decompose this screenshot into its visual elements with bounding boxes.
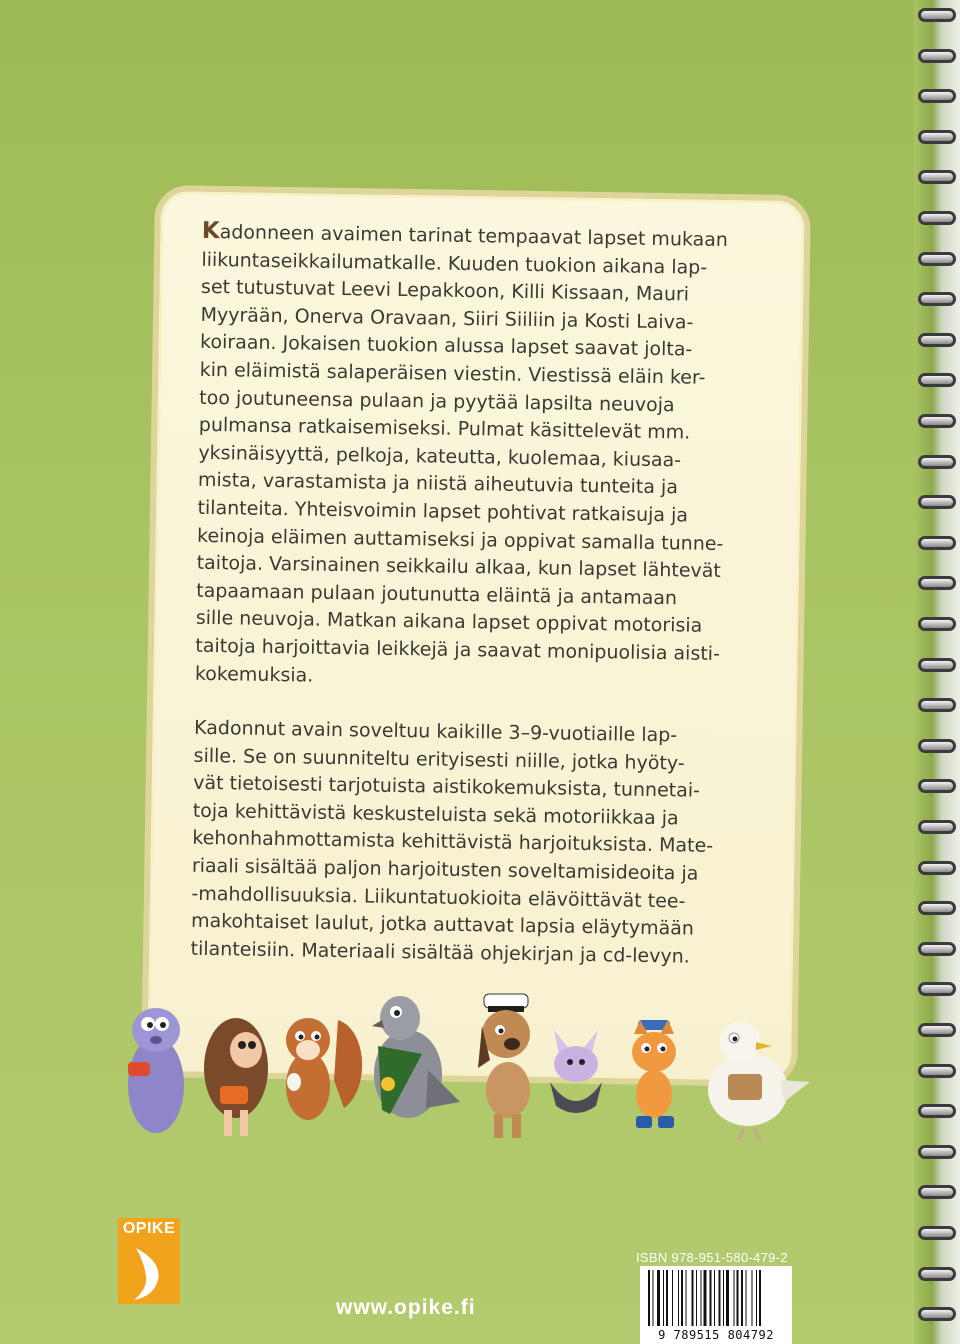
spiral-ring xyxy=(918,211,956,225)
spiral-ring xyxy=(918,576,956,590)
barcode-bar xyxy=(686,1270,687,1326)
barcode-bar xyxy=(666,1270,668,1326)
barcode-bar xyxy=(752,1270,753,1326)
text-line: taitoja. Varsinainen seikkailu alkaa, kun lapset lähtevät xyxy=(196,551,721,583)
barcode-bar xyxy=(653,1270,654,1326)
spiral-ring xyxy=(918,658,956,672)
spiral-ring xyxy=(918,942,956,956)
spiral-ring xyxy=(918,982,956,996)
mole-character xyxy=(128,1008,184,1133)
text-line: kehonhahmottamista kehittävistä harjoituksista. Mate- xyxy=(192,827,714,858)
spiral-ring xyxy=(918,495,956,509)
barcode-bar xyxy=(710,1270,712,1326)
spiral-ring xyxy=(918,455,956,469)
barcode-bar xyxy=(704,1270,707,1326)
squirrel-character xyxy=(286,1018,362,1120)
barcode-bar xyxy=(696,1270,697,1326)
spiral-ring xyxy=(918,1307,956,1321)
barcode-bar xyxy=(678,1270,679,1326)
spiral-ring xyxy=(918,779,956,793)
spiral-ring xyxy=(918,1064,956,1078)
spiral-ring xyxy=(918,1104,956,1118)
barcode-bar xyxy=(746,1270,747,1326)
text-line: too joutuneensa pulaan ja pyytää lapsilta neuvoja xyxy=(199,386,675,416)
text-line: makohtaiset laulut, jotka auttavat lapsia eläytymään xyxy=(190,910,695,940)
spiral-ring xyxy=(918,252,956,266)
barcode-bar xyxy=(719,1270,721,1326)
dove-character xyxy=(708,1022,810,1140)
barcode-digits: 9 789515 804792 xyxy=(658,1328,774,1342)
text-line: Myyrään, Onerva Oravaan, Siiri Siiliin ja Kosti Laiva- xyxy=(200,303,694,334)
spiral-ring xyxy=(918,698,956,712)
spiral-ring xyxy=(918,130,956,144)
text-line: tapaamaan pulaan joutunutta eläintä ja antamaan xyxy=(196,579,678,610)
spiral-ring xyxy=(918,8,956,22)
isbn-barcode xyxy=(640,1266,792,1344)
spiral-ring xyxy=(918,1185,956,1199)
description-paragraph-2 xyxy=(190,715,728,972)
barcode-bar xyxy=(648,1270,650,1326)
description-text xyxy=(190,218,736,999)
text-line: set tutustuvat Leevi Lepakkoon, Killi Kissaan, Mauri xyxy=(200,276,690,306)
barcode-bar xyxy=(737,1270,739,1326)
pigeon-character xyxy=(372,996,460,1118)
text-line: vät tietoisesti tarjotuista aistikokemuksista, tunnetai- xyxy=(193,772,701,803)
bat-character xyxy=(550,1030,602,1113)
text-line: sille neuvoja. Matkan aikana lapset oppivat motorisia xyxy=(195,607,703,638)
spiral-binding xyxy=(914,0,960,1344)
barcode-bar xyxy=(756,1270,757,1326)
text-line: riaali sisältää paljon harjoitusten soveltamisideoita ja xyxy=(191,854,699,885)
barcode-bar xyxy=(701,1270,702,1326)
publisher-logo xyxy=(118,1218,180,1304)
description-paragraph-1 xyxy=(195,218,736,696)
spiral-ring xyxy=(918,617,956,631)
text-line: adonneen avaimen tarinat tempaavat lapset mukaan xyxy=(219,221,729,252)
cat-character xyxy=(632,1020,676,1128)
barcode-bar xyxy=(741,1270,743,1326)
spiral-ring xyxy=(918,1267,956,1281)
spiral-ring xyxy=(918,373,956,387)
spiral-ring xyxy=(918,1023,956,1037)
spiral-ring xyxy=(918,333,956,347)
dropcap: K xyxy=(201,217,220,245)
spiral-ring xyxy=(918,49,956,63)
text-line: toja kehittävistä keskusteluista sekä motoriikkaa ja xyxy=(192,799,679,830)
spiral-ring xyxy=(918,739,956,753)
text-line: -mahdollisuuksia. Liikuntatuokioita elävöittävät tee- xyxy=(191,882,686,913)
isbn-label: ISBN 978-951-580-479-2 xyxy=(636,1250,788,1265)
text-line: mista, varastamista ja niistä aiheutuvia tunteita ja xyxy=(197,469,679,499)
barcode-bar xyxy=(759,1270,761,1326)
barcode-bar xyxy=(734,1270,735,1326)
barcode-bar xyxy=(681,1270,683,1326)
spiral-ring xyxy=(918,1226,956,1240)
barcode-bar xyxy=(692,1270,694,1326)
text-line: keinoja eläimen auttamiseksi ja oppivat samalla tunne- xyxy=(196,524,724,555)
barcode-bar xyxy=(726,1270,729,1326)
barcode-bar xyxy=(714,1270,715,1326)
text-line: kin eläimistä salaperäisen viestin. Viestissä eläin ker- xyxy=(199,358,706,389)
spiral-ring xyxy=(918,414,956,428)
text-line: kokemuksia. xyxy=(194,662,314,687)
logo-text: OPIKE xyxy=(122,1220,176,1237)
spiral-ring xyxy=(918,89,956,103)
barcode-bar xyxy=(663,1270,664,1326)
sailor-dog-character xyxy=(478,994,530,1138)
publisher-website: www.opike.fi xyxy=(336,1296,476,1319)
text-line: pulmansa ratkaisemiseksi. Pulmat käsittelevät mm. xyxy=(198,413,691,444)
barcode-bar xyxy=(657,1270,660,1326)
spiral-ring xyxy=(918,1145,956,1159)
barcode-bar xyxy=(672,1270,673,1326)
barcode-bars xyxy=(640,1268,792,1330)
spiral-ring xyxy=(918,820,956,834)
spiral-ring xyxy=(918,292,956,306)
text-line: liikuntaseikkailumatkalle. Kuuden tuokion aikana lap- xyxy=(201,248,708,279)
spiral-ring xyxy=(918,861,956,875)
text-line: taitoja harjoittavia leikkejä ja saavat monipuolisia aisti- xyxy=(195,634,721,665)
barcode-bar xyxy=(723,1270,724,1326)
logo-swoosh-icon xyxy=(118,1218,180,1304)
hedgehog-character xyxy=(204,1018,268,1136)
animal-characters xyxy=(108,990,820,1150)
spiral-ring xyxy=(918,170,956,184)
text-line: tilanteita. Yhteisvoimin lapset pohtivat ratkaisuja ja xyxy=(197,496,689,527)
text-line: yksinäisyyttä, pelkoja, kateutta, kuolemaa, kiusaa- xyxy=(198,441,682,472)
text-line: Kadonnut avain soveltuu kaikille 3–9-vuotiaille lap- xyxy=(193,716,678,747)
text-line: tilanteisiin. Materiaali sisältää ohjekirjan ja cd-levyn. xyxy=(190,937,690,968)
spiral-ring xyxy=(918,536,956,550)
spiral-ring xyxy=(918,901,956,915)
text-line: koiraan. Jokaisen tuokion alussa lapset saavat jolta- xyxy=(199,331,693,361)
text-line: sille. Se on suunniteltu erityisesti niille, jotka hyöty- xyxy=(193,744,685,775)
